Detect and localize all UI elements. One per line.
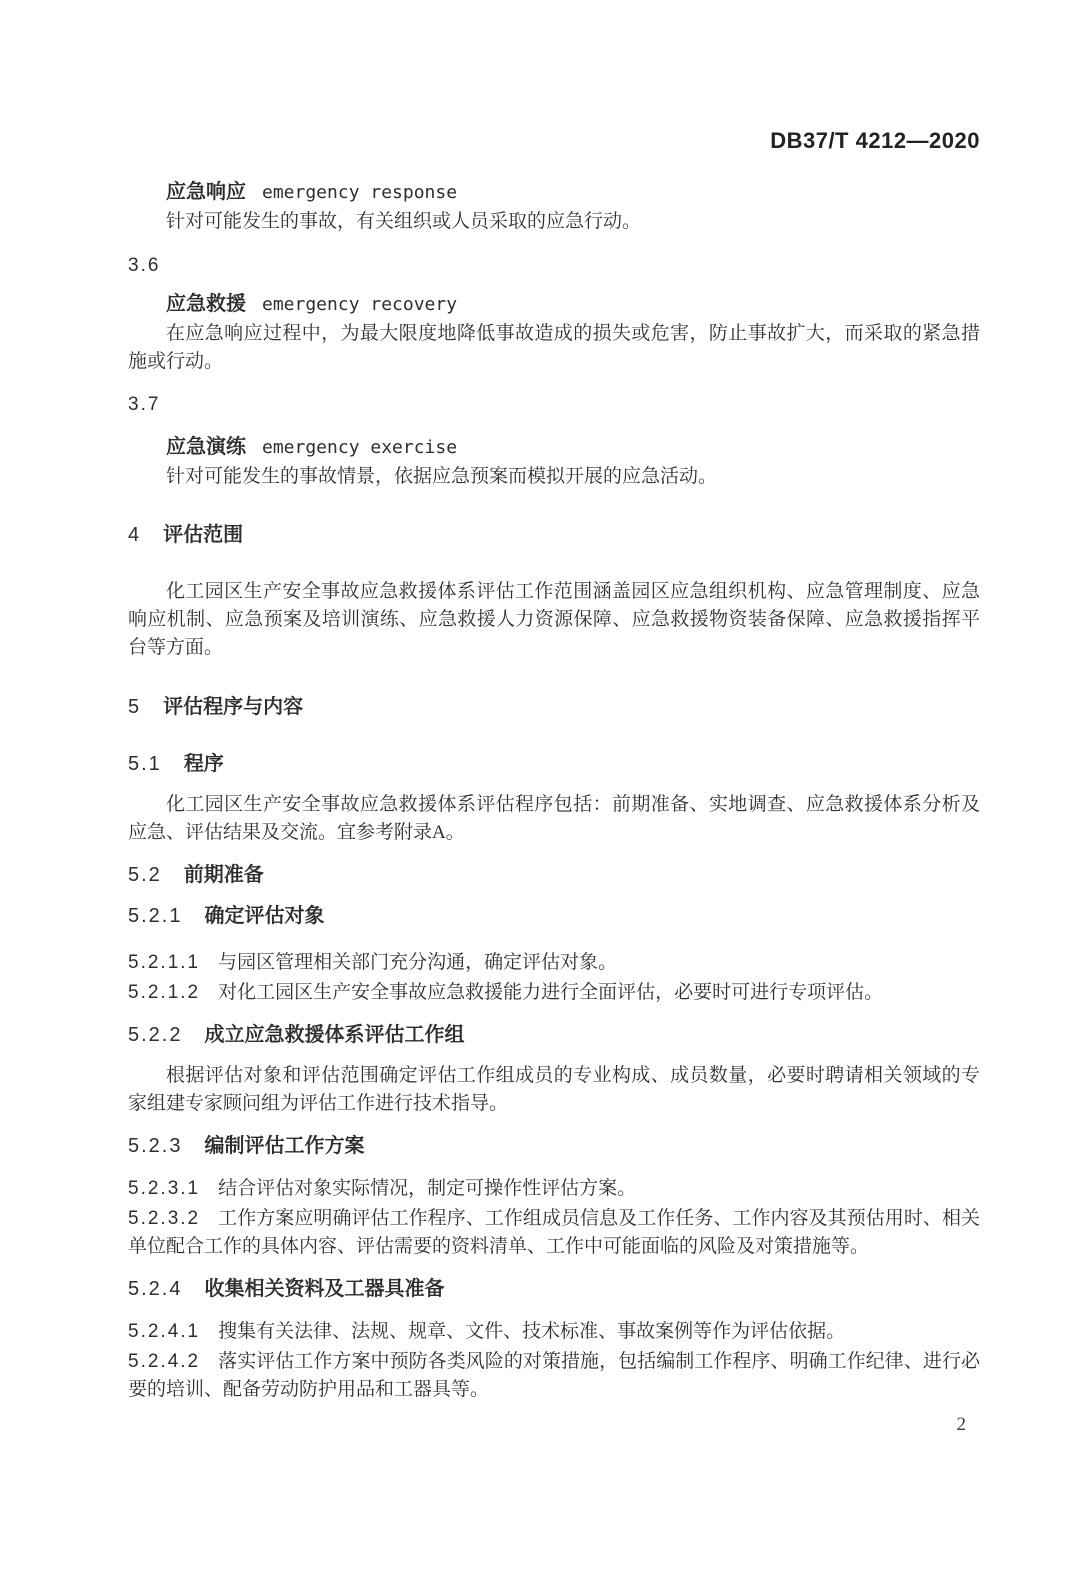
document-header [128, 127, 980, 158]
clause-5-2-1-2 [128, 979, 980, 1007]
section-number: 5.2 [128, 864, 162, 886]
clause-text: 与园区管理相关部门充分沟通，确定评估对象。 [218, 952, 618, 973]
clause-text: 结合评估对象实际情况，制定可操作性评估方案。 [218, 1178, 637, 1199]
section-5-2-2-paragraph: 根据评估对象和评估范围确定评估工作组成员的专业构成、成员数量，必要时聘请相关领域的专家组建专家顾问组为评估工作进行技术指导。 [128, 1065, 980, 1114]
term-definition: 在应急响应过程中，为最大限度地降低事故造成的损失或危害，防止事故扩大，而采取的紧急措施或行动。 [128, 323, 980, 372]
section-number: 5.2.3 [128, 1135, 183, 1157]
clause-number: 5.2.4.2 [128, 1351, 201, 1372]
section-title: 评估程序与内容 [163, 696, 304, 718]
section-heading-5-2-4 [128, 1275, 980, 1303]
clause-5-2-3-2 [128, 1205, 980, 1261]
section-title: 前期准备 [183, 864, 264, 886]
document-page [0, 127, 1080, 1581]
section-number: 4 [128, 524, 142, 546]
section-number: 5.2.1 [128, 905, 183, 927]
section-heading-5-2-1 [128, 902, 980, 930]
clause-5-2-1-1 [128, 949, 980, 977]
clause-text: 对化工园区生产安全事故应急救援能力进行全面评估，必要时可进行专项评估。 [218, 982, 884, 1003]
section-title: 程序 [183, 753, 224, 775]
term-definition: 针对可能发生的事故，有关组织或人员采取的应急行动。 [166, 211, 642, 232]
section-number: 5.2.4 [128, 1278, 183, 1300]
clause-number: 5.2.3.1 [128, 1178, 201, 1199]
term-chinese: 应急救援 [166, 293, 246, 315]
section-title: 收集相关资料及工器具准备 [204, 1278, 445, 1300]
section-number: 5.2.2 [128, 1024, 183, 1046]
clause-5-2-3-1 [128, 1175, 980, 1203]
term-english: emergency recovery [262, 294, 458, 315]
term-entry-exercise [166, 433, 980, 463]
clause-number-3-7: 3.7 [128, 394, 161, 415]
clause-text: 落实评估工作方案中预防各类风险的对策措施，包括编制工作程序、明确工作纪律、进行必要的培训、配备劳动防护用品和工器具等。 [128, 1351, 980, 1400]
section-heading-5-2-2 [128, 1021, 980, 1049]
section-title: 成立应急救援体系评估工作组 [204, 1024, 465, 1046]
section-heading-5-2 [128, 861, 980, 889]
term-entry-response [166, 178, 980, 208]
section-title: 编制评估工作方案 [204, 1135, 365, 1157]
standard-number: DB37/T 4212—2020 [770, 128, 980, 153]
term-english: emergency response [262, 182, 458, 203]
section-5-1-paragraph: 化工园区生产安全事故应急救援体系评估程序包括：前期准备、实地调查、应急救援体系分析及应急、评估结果及交流。宜参考附录A。 [128, 794, 980, 843]
page-number: 2 [956, 1414, 966, 1435]
clause-number: 5.2.3.2 [128, 1208, 201, 1229]
term-chinese: 应急响应 [166, 181, 246, 203]
section-number: 5.1 [128, 753, 162, 775]
section-title: 评估范围 [163, 524, 244, 546]
section-heading-5-2-3 [128, 1132, 980, 1160]
section-title: 确定评估对象 [204, 905, 325, 927]
clause-number: 5.2.1.2 [128, 982, 201, 1003]
clause-number: 5.2.1.1 [128, 952, 201, 973]
section-number: 5 [128, 696, 142, 718]
section-heading-5 [128, 693, 980, 721]
section-heading-5-1 [128, 750, 980, 778]
term-chinese: 应急演练 [166, 436, 246, 458]
clause-5-2-4-1 [128, 1318, 980, 1346]
term-definition: 针对可能发生的事故情景，依据应急预案而模拟开展的应急活动。 [166, 466, 718, 487]
section-heading-4 [128, 521, 980, 549]
clause-text: 搜集有关法律、法规、规章、文件、技术标准、事故案例等作为评估依据。 [218, 1321, 846, 1342]
clause-number: 5.2.4.1 [128, 1321, 201, 1342]
clause-text: 工作方案应明确评估工作程序、工作组成员信息及工作任务、工作内容及其预估用时、相关单位配合工作的具体内容、评估需要的资料清单、工作中可能面临的风险及对策措施等。 [128, 1208, 980, 1257]
term-english: emergency exercise [262, 437, 458, 458]
clause-5-2-4-2 [128, 1348, 980, 1404]
section-4-paragraph: 化工园区生产安全事故应急救援体系评估工作范围涵盖园区应急组织机构、应急管理制度、应急响应机制、应急预案及培训演练、应急救援人力资源保障、应急救援物资装备保障、应急救援指挥平台等方面。 [128, 581, 980, 658]
term-entry-recovery [166, 290, 980, 320]
clause-number-3-6: 3.6 [128, 255, 161, 276]
